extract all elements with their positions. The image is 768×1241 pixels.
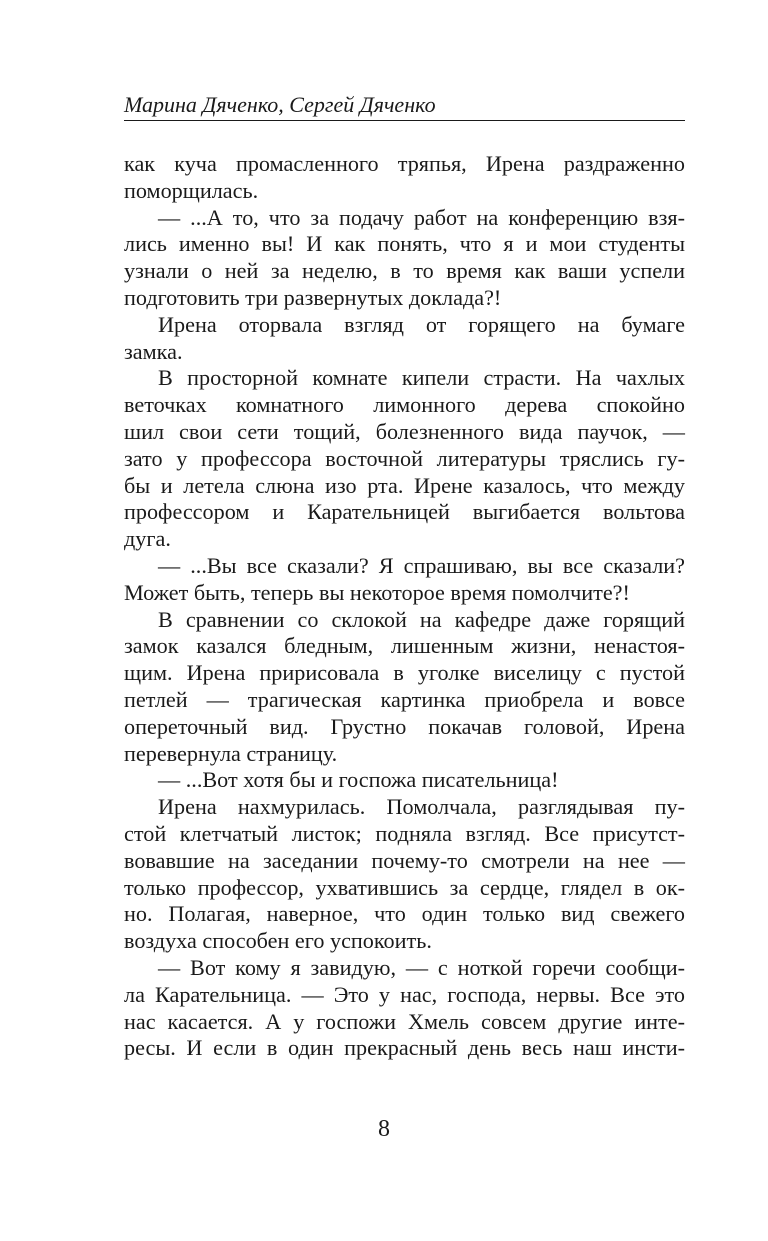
- text-line: шил свои сети тощий, болезненного вида паучок, —: [124, 418, 685, 444]
- text-line: ресы. И если в один прекрасный день весь наш инсти-: [124, 1035, 685, 1061]
- text-line: Ирена оторвала взгляд от горящего на бумаге: [158, 311, 685, 337]
- text-line: веточках комнатного лимонного дерева спокойно: [124, 392, 685, 418]
- text-line: замок казался бледным, лишенным жизни, ненастоя-: [124, 633, 685, 659]
- header-rule: [124, 120, 685, 121]
- text-line: — ...Вот хотя бы и госпожа писательница!: [158, 767, 559, 793]
- text-line: но. Полагая, наверное, что один только вид свежего: [124, 901, 685, 927]
- text-line: ла Карательница. — Это у нас, господа, нервы. Все это: [124, 981, 685, 1007]
- text-line: поморщилась.: [124, 177, 259, 203]
- text-line: опереточный вид. Грустно покачав головой, Ирена: [124, 713, 685, 739]
- text-line: щим. Ирена пририсовала в уголке виселицу с пустой: [124, 660, 685, 686]
- text-line: В просторной комнате кипели страсти. На чахлых: [158, 365, 685, 391]
- text-line: В сравнении со склокой на кафедре даже горящий: [158, 606, 685, 632]
- text-line: вовавшие на заседании почему-то смотрели на нее —: [124, 847, 685, 873]
- text-line: узнали о ней за неделю, в то время как ваши успели: [124, 258, 685, 284]
- text-line: как куча промасленного тряпья, Ирена раздраженно: [124, 151, 685, 176]
- text-line: петлей — трагическая картинка приобрела и вовсе: [124, 686, 685, 712]
- page-number: 8: [378, 1116, 390, 1142]
- text-line: бы и летела слюна изо рта. Ирене казалось, что между: [124, 472, 685, 498]
- text-line: дуга.: [124, 526, 171, 552]
- text-line: — ...Вы все сказали? Я спрашиваю, вы все сказали?: [158, 552, 685, 578]
- text-line: воздуха способен его успокоить.: [124, 928, 432, 954]
- text-line: стой клетчатый листок; подняла взгляд. Все присутст-: [124, 820, 685, 846]
- text-line: — ...А то, что за подачу работ на конференцию взя-: [158, 204, 685, 230]
- text-line: только профессор, ухватившись за сердце, глядел в ок-: [124, 874, 685, 900]
- text-line: зато у профессора восточной литературы тряслись гу-: [124, 445, 685, 471]
- text-line: перевернула страницу.: [124, 740, 338, 766]
- text-line: нас касается. А у госпожи Хмель совсем другие инте-: [124, 1008, 685, 1034]
- text-line: Ирена нахмурилась. Помолчала, разглядывая пу-: [158, 794, 685, 820]
- text-line: профессором и Карательницей выгибается вольтова: [124, 499, 685, 525]
- text-line: подготовить три развернутых доклада?!: [124, 284, 502, 310]
- running-head: Марина Дяченко, Сергей Дяченко: [124, 92, 436, 117]
- text-line: замка.: [124, 338, 183, 364]
- text-line: лись именно вы! И как понять, что я и мои студенты: [124, 231, 685, 257]
- body-text: [124, 151, 685, 1062]
- text-line: — Вот кому я завидую, — с ноткой горечи сообщи-: [158, 954, 685, 980]
- text-line: Может быть, теперь вы некоторое время помолчите?!: [124, 579, 630, 605]
